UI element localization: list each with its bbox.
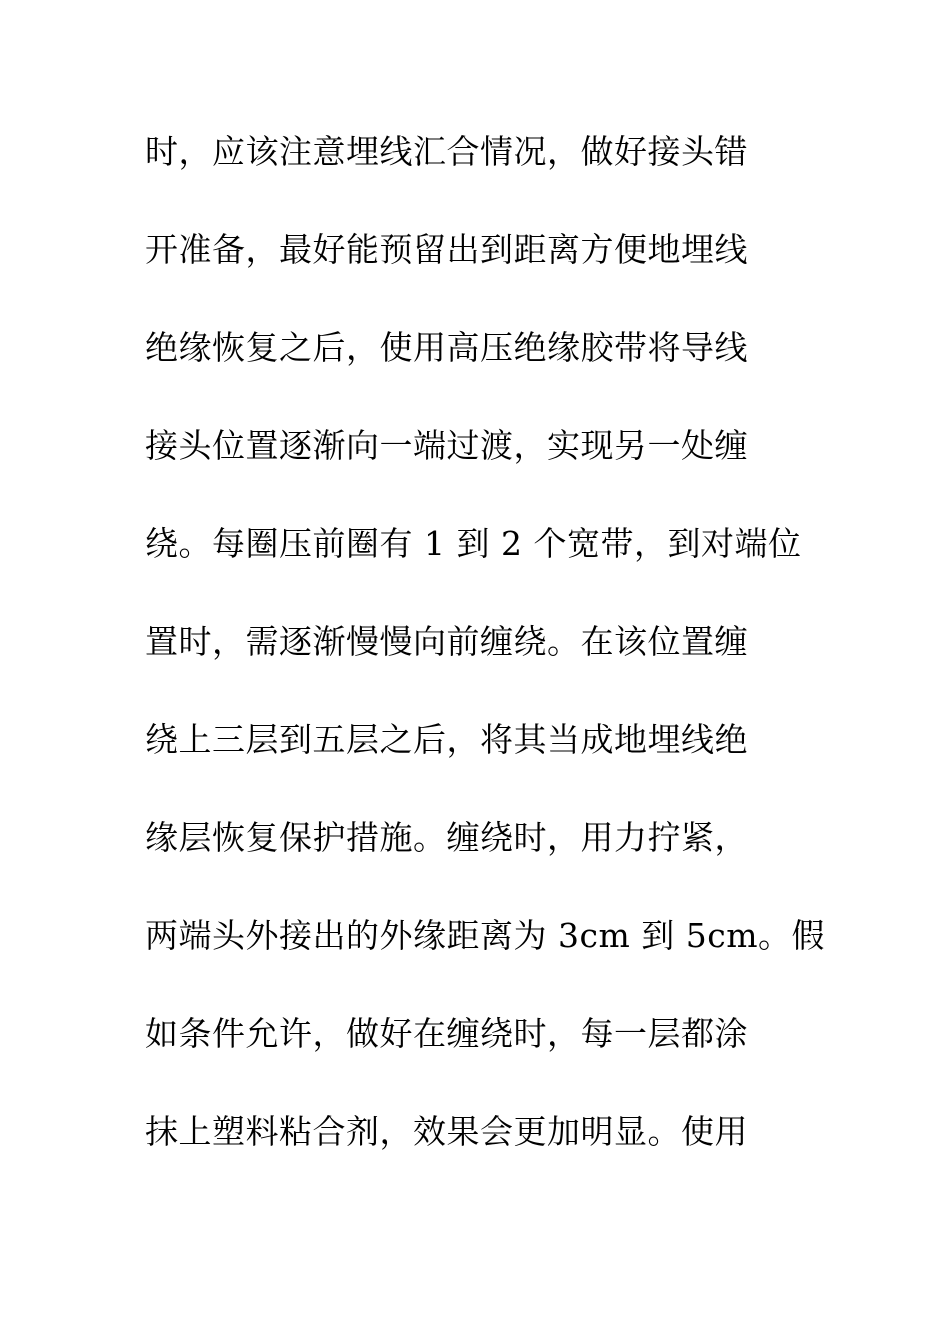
text-line: 置时，需逐渐慢慢向前缠绕。在该位置缠 (145, 622, 748, 661)
text-line: 两端头外接出的外缘距离为 3cm 到 5cm。假 (145, 916, 826, 955)
text-line: 接头位置逐渐向一端过渡，实现另一处缠 (145, 426, 748, 465)
text-line: 时，应该注意埋线汇合情况，做好接头错 (145, 132, 748, 171)
text-line: 如条件允许，做好在缠绕时，每一层都涂 (145, 1014, 748, 1053)
text-line: 绕。每圈压前圈有 1 到 2 个宽带，到对端位 (145, 524, 802, 563)
body-text (145, 124, 825, 1202)
text-line: 绕上三层到五层之后，将其当成地埋线绝 (145, 720, 748, 759)
text-line: 绝缘恢复之后，使用高压绝缘胶带将导线 (145, 328, 748, 367)
text-line: 缘层恢复保护措施。缠绕时，用力拧紧， (145, 818, 748, 857)
text-line: 抹上塑料粘合剂，效果会更加明显。使用 (145, 1112, 748, 1151)
text-line: 开准备，最好能预留出到距离方便地埋线 (145, 230, 748, 269)
